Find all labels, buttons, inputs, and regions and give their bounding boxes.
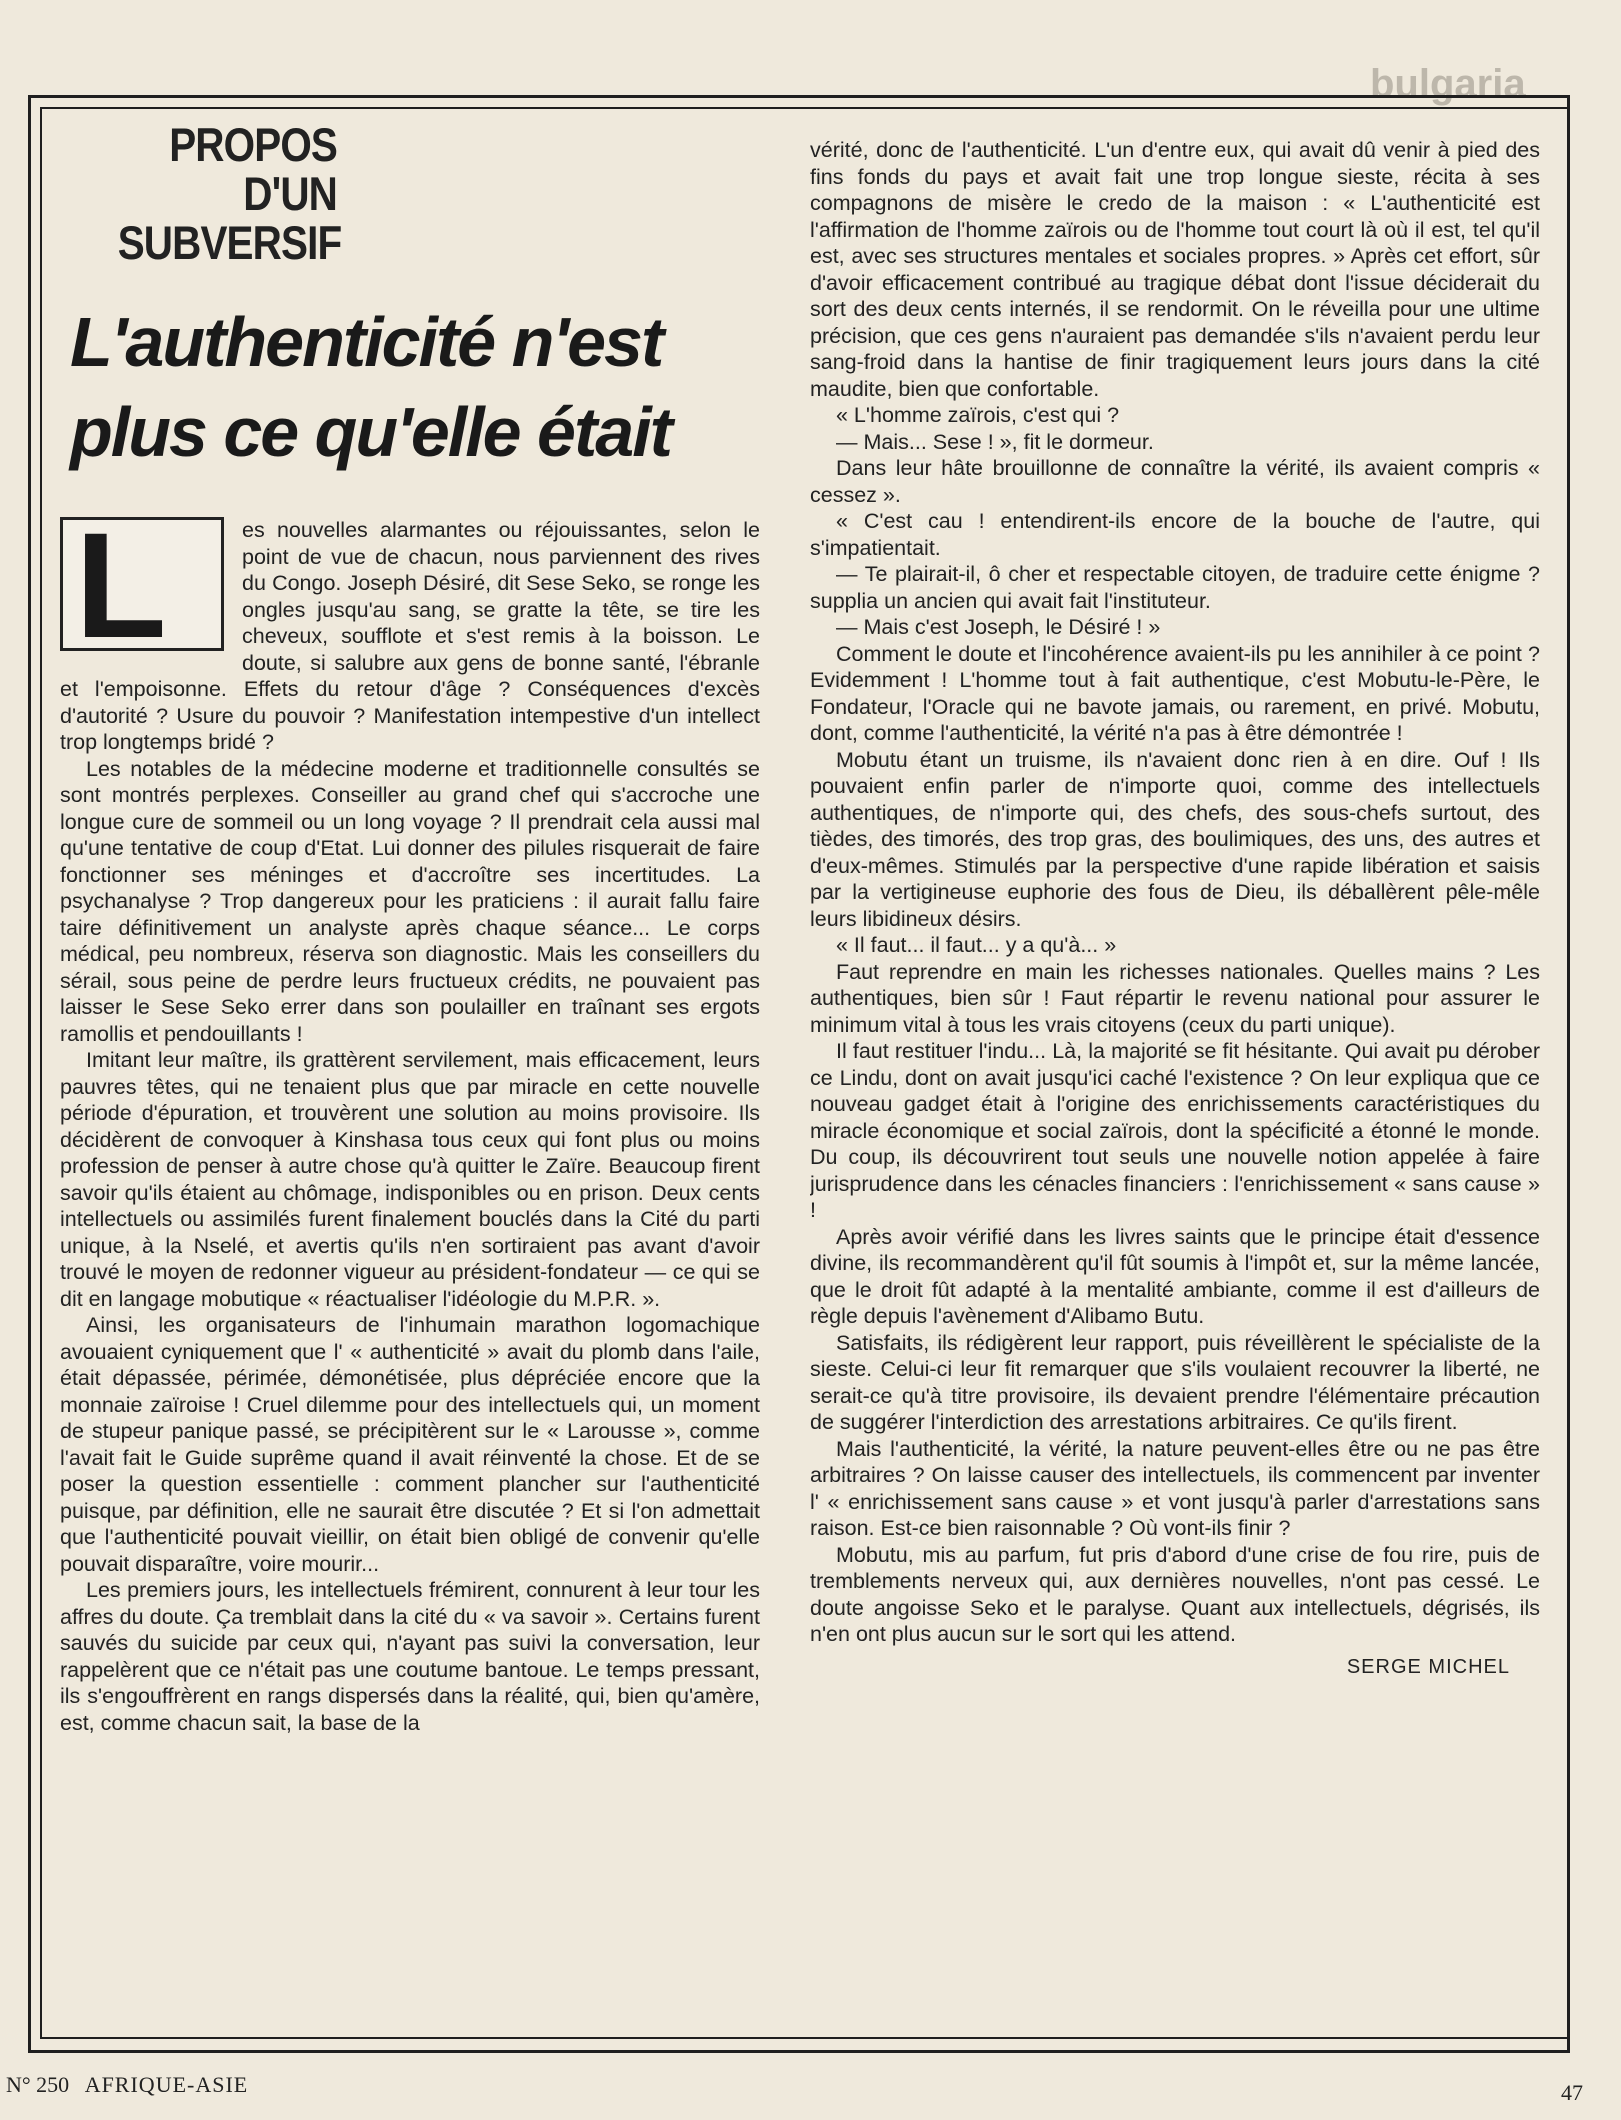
kicker-line: PROPOS	[169, 120, 337, 171]
paragraph: Dans leur hâte brouillonne de connaître la vérité, ils avaient compris « cessez ».	[810, 456, 1540, 507]
footer-issue	[6, 2072, 248, 2098]
drop-cap-letter: L	[75, 501, 167, 669]
paragraph: vérité, donc de l'authenticité. L'un d'entre eux, qui avait dû venir à pied des fins fonds du pays et avait fait une trop longue sieste, récita à ses compagnons de misère le credo de la maison : « L'authenticité est l'affirmation de l'homme zaïrois ou de l'homme tout court là où il est, tel qu'il est, avec ses structures mentales et sociales propres. » Après cet effort, sûr d'avoir efficacement contribué au tragique débat dont l'issue déciderait du sort des deux cents internés, il se rendormit. On le réveilla pour une ultime précision, que ces gens n'auraient pas demandée s'ils n'avaient perdu leur sang-froid dans la hantise de finir tragiquement leurs jours dans la cité maudite, bien que confortable.	[810, 138, 1540, 401]
paragraph: — Te plairait-il, ô cher et respectable citoyen, de traduire cette énigme ? supplia un ancien qui avait fait l'instituteur.	[810, 562, 1540, 613]
paragraph: Satisfaits, ils rédigèrent leur rapport, puis réveillèrent le spécialiste de la sieste. Celui-ci leur fit remarquer que s'ils voulaient recouvrer la liberté, ne serait-ce qu'à titre provisoire, ils devaient prendre l'élémentaire précaution de suggérer l'interdiction des arrestations arbitraires. Ce qu'ils firent.	[810, 1330, 1540, 1434]
left-column	[60, 120, 760, 2020]
kicker-line: D'UN	[243, 167, 337, 220]
paragraph: Mais l'authenticité, la vérité, la nature peuvent-elles être ou ne pas être arbitraires ? On laisse causer des intellectuels, ils commencent par inventer l' « enrichissement sans cause » et vont jusqu'à parler d'arrestations sans raison. Est-ce bien raisonnable ? Où vont-ils finir ?	[810, 1436, 1540, 1540]
right-column	[810, 137, 1540, 2027]
paragraph: Imitant leur maître, ils grattèrent servilement, mais efficacement, leurs pauvres têtes, qui ne tenaient plus que par miracle en cette nouvelle période d'épuration, et trouvèrent une solution au moins provisoire. Ils décidèrent de convoquer à Kinshasa tous ceux qui font plus ou moins profession de penser à autre chose qu'à quitter le Zaïre. Beaucoup firent savoir qu'ils étaient au chômage, indisponibles ou en prison. Deux cents intellectuels ou assimilés furent finalement bouclés dans la Cité du parti unique, à la Nselé, et avertis qu'ils n'en sortiraient pas avant d'avoir trouvé le moyen de redonner vigueur au président-fondateur — ce qui se dit en langage mobutique « réactualiser l'idéologie du M.P.R. ».	[60, 1048, 760, 1311]
kicker-line: SUBVERSIF	[117, 216, 342, 269]
paragraph: Les premiers jours, les intellectuels frémirent, connurent à leur tour les affres du doute. Ça tremblait dans la cité du « va savoir ». Certains furent sauvés du suicide par ceux qui, n'ayant pas suivi la conversation, leur rappelèrent que ce n'était pas une coutume bantoue. Le temps pressant, ils s'engouffrèrent en rangs dispersés dans la réalité, qui, bien qu'amère, est, comme chacun sait, la base de la	[60, 1578, 760, 1735]
paragraph: — Mais c'est Joseph, le Désiré ! »	[836, 615, 1161, 639]
paragraph: Les notables de la médecine moderne et traditionnelle consultés se sont montrés perplexes. Conseiller au grand chef qui s'accroche une longue cure de sommeil ou un long voyage ? Il prendrait cela aussi mal qu'une tentative de coup d'Etat. Lui donner des pilules risquerait de faire fonctionner ses méninges et d'accroître ses incertitudes. La psychanalyse ? Trop dangereux pour les praticiens : il aurait fallu faire taire définitivement un analyste après chaque séance... Le corps médical, peu nombreux, réserva son diagnostic. Mais les conseillers du sérail, sous peine de perdre leurs fructueux crédits, ne pouvaient pas laisser le Sese Seko errer dans son poulailler en traînant ses ergots ramollis et pendouillants !	[60, 756, 760, 1046]
paragraph: Mobutu, mis au parfum, fut pris d'abord d'une crise de fou rire, puis de tremblements nerveux qui, aux dernières nouvelles, n'ont pas cessé. Le doute angoisse Seko et le paralyse. Quant aux intellectuels, dégrisés, ils n'en ont plus aucun sur le sort qui les attend.	[810, 1542, 1540, 1646]
author-signature: SERGE MICHEL	[1346, 1655, 1510, 1678]
headline	[70, 297, 760, 477]
paragraph: Il faut restituer l'indu... Là, la majorité se fit hésitante. Qui avait pu dérober ce Lindu, dont on avait jusqu'ici caché l'existence ? On leur expliqua que ce nouveau gadget était à l'origine des enrichissements caractéristiques du miracle économique et social zaïrois, dont la spécificité a étonné le monde. Du coup, ils découvrirent tout seuls une nouvelle notion appelée à faire jurisprudence dans les cénacles financiers : l'enrichissement « sans cause » !	[810, 1039, 1540, 1222]
paragraph: « Il faut... il faut... y a qu'à... »	[836, 933, 1117, 957]
kicker	[117, 120, 342, 269]
paragraph: — Mais... Sese ! », fit le dormeur.	[836, 429, 1154, 454]
page-number: 47	[1561, 2080, 1583, 2105]
paragraph: Après avoir vérifié dans les livres saints que le principe était d'essence divine, ils recommandèrent qu'il fût soumis à l'impôt et, sur la même lancée, que le droit fût adapté à la mentalité ambiante, comme il est d'ailleurs de règle depuis l'avènement d'Alibamo Butu.	[810, 1224, 1540, 1328]
bleed-through-text: bulgaria	[1370, 62, 1526, 106]
headline-line: plus ce qu'elle était	[70, 393, 671, 471]
headline-line: L'authenticité n'est	[70, 303, 663, 381]
paragraph: Ainsi, les organisateurs de l'inhumain marathon logomachique avouaient cyniquement que l' « authenticité » avait du plomb dans l'aile, était dépassée, périmée, démonétisée, plus dépréciée encore que la monnaie zaïroise ! Cruel dilemme pour des intellectuels qui, un moment de stupeur panique passé, se précipitèrent sur le « Larousse », comme l'avait fait le Guide suprême quand il avait réinventé la chose. Et de se poser la question essentielle : comment plancher sur l'authenticité puisque, par définition, elle ne saurait être discutée ? Et si l'on admettait que l'authenticité pouvait vieillir, on était bien obligé de convenir qu'elle pouvait disparaître, voire mourir...	[60, 1313, 760, 1576]
paragraph: Comment le doute et l'incohérence avaient-ils pu les annihiler à ce point ? Evidemment ! L'homme tout à fait authentique, c'est Mobutu-le-Père, le Fondateur, l'Oracle qui ne bavote jamais, ou rarement, en privé. Mobutu, dont, comme l'authenticité, la vérité n'a pas à être démontrée !	[810, 641, 1540, 745]
paragraph: es nouvelles alarmantes ou réjouissantes, selon le point de vue de chacun, nous parviennent des rives du Congo. Joseph Désiré, dit Sese Seko, se ronge les ongles jusqu'au sang, se gratte la tête, se tire les cheveux, soufflote et s'est remis à la boisson. Le doute, si salubre aux gens de bonne santé, l'ébranle et l'empoisonne. Effets du retour d'âge ? Conséquences d'excès d'autorité ? Usure du pouvoir ? Manifestation intempestive d'un intellect trop longtemps bridé ?	[60, 518, 760, 754]
paragraph: Faut reprendre en main les richesses nationales. Quelles mains ? Les authentiques, bien sûr ! Faut répartir le revenu national pour assurer le minimum vital à tous les vrais citoyens (ceux du parti unique).	[810, 959, 1540, 1037]
issue-number: N° 250	[6, 2072, 70, 2097]
paragraph: Mobutu étant un truisme, ils n'avaient donc rien à en dire. Ouf ! Ils pouvaient enfin parler de n'importe quoi, comme des intellectuels authentiques, de n'importe qui, des chefs, des sous-chefs surtout, des tièdes, des timorés, des trop gras, des boulimiques, des uns, des autres et d'eux-mêmes. Stimulés par la perspective d'une rapide libération et saisis par la vertigineuse euphorie des fous de Dieu, ils déballèrent pêle-mêle leurs libidineux désirs.	[810, 747, 1540, 931]
article-body-left	[60, 501, 760, 1736]
magazine-name: AFRIQUE-ASIE	[84, 2072, 249, 2097]
paragraph: « C'est cau ! entendirent-ils encore de la bouche de l'autre, qui s'impatientait.	[810, 509, 1540, 560]
paragraph: « L'homme zaïrois, c'est qui ?	[836, 403, 1120, 427]
drop-cap	[60, 501, 224, 669]
